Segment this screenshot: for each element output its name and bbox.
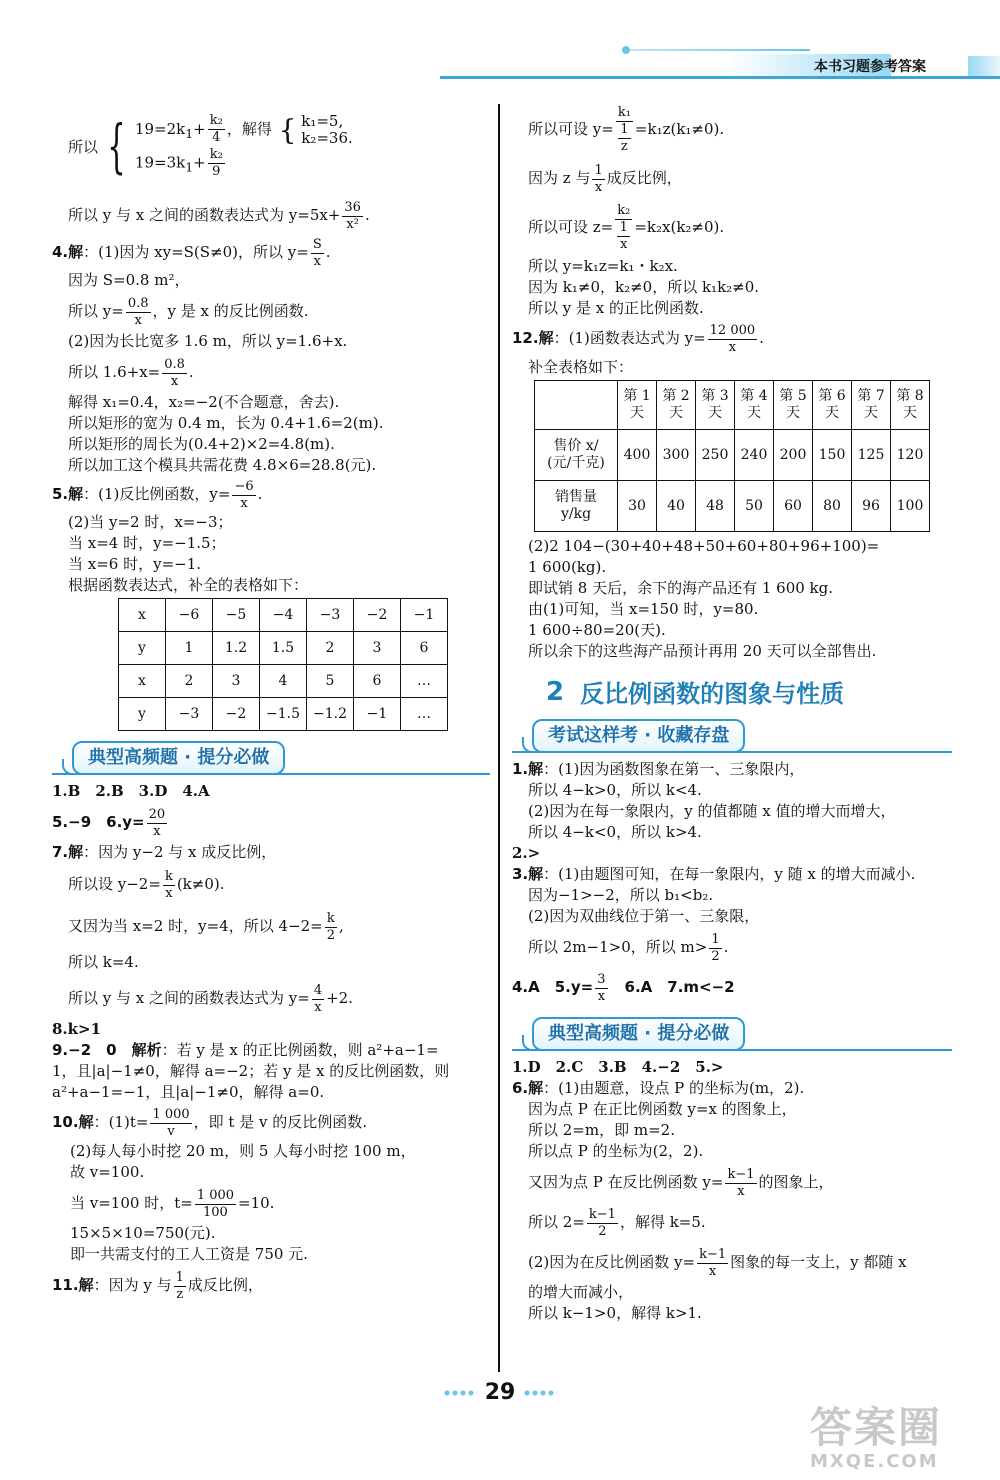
question-10	[52, 1103, 490, 1141]
numerator: 0.8	[164, 356, 185, 372]
table-cell: 96	[852, 481, 891, 532]
fraction	[312, 983, 324, 1016]
answer-line: 所以 4−k<0，所以 k>4.	[528, 823, 702, 841]
text: 5.−9 6.y=	[52, 813, 145, 831]
answer-line: 所以加工这个模具共需花费 4.8×6=28.8(元).	[68, 456, 377, 474]
answer-line	[512, 967, 952, 1007]
banner-rule	[512, 751, 952, 753]
answer-line	[512, 1242, 952, 1282]
table-cell: 48	[696, 481, 735, 532]
denominator: x	[134, 312, 142, 328]
question-label: 11.解	[52, 1276, 94, 1294]
numerator: 0.8	[127, 295, 149, 311]
answer-line: 又因为当 x=2 时，y=4，所以 4−2= $\frac{k}{2}$ ,	[68, 910, 344, 943]
text: 的图象上，	[758, 1173, 834, 1191]
table-cell: −3	[166, 698, 213, 731]
column-divider	[498, 104, 500, 1372]
denominator: z	[620, 139, 628, 154]
table-cell: 3	[354, 632, 401, 665]
answer-line	[512, 158, 952, 198]
denominator: x	[620, 237, 628, 252]
question-label: 10.解	[52, 1113, 94, 1131]
table-cell: −1.2	[307, 698, 354, 731]
fraction	[725, 1167, 756, 1200]
fraction	[126, 296, 151, 329]
fraction	[174, 1270, 186, 1303]
answer-line: 所以 4−k>0，所以 k<4.	[528, 781, 702, 799]
table-cell: 第 8 天	[891, 381, 930, 430]
text: ：(1)反比例函数，y=	[83, 485, 231, 503]
table-cell: 120	[891, 430, 930, 481]
table-row	[119, 665, 448, 698]
table-cell: 80	[813, 481, 852, 532]
numerator: k₂	[209, 146, 223, 162]
text: 当 v=100 时，t=	[70, 1194, 193, 1212]
watermark-text: 答案圈	[810, 1403, 943, 1452]
answer-line: (2)当 y=2 时，x=−3；	[68, 513, 233, 531]
text: 因为 z 与	[528, 169, 591, 187]
header-decoration-bar	[630, 49, 810, 51]
denominator: x	[597, 988, 606, 1004]
text: 19=2k	[134, 119, 186, 138]
answer-line: 解得 x₁=0.4，x₂=−2(不合题意，舍去).	[68, 393, 340, 411]
text: 又因为点 P 在反比例函数 y=	[528, 1173, 724, 1191]
numerator: 1	[594, 162, 603, 178]
text: ，解得	[226, 119, 272, 138]
question-9	[52, 1040, 490, 1061]
text: 所以 y=	[68, 302, 124, 320]
text: =10.	[238, 1194, 275, 1212]
table-cell: 2	[307, 632, 354, 665]
inner-fraction	[616, 122, 633, 155]
text: ：(1)函数表达式为 y=	[553, 329, 706, 347]
table-row	[119, 698, 448, 731]
answer-line: 所以 1.6+x= $\frac{0.8}{x}$ .	[68, 356, 194, 389]
denominator: x	[313, 253, 321, 269]
text: =k₁z(k₁≠0).	[634, 120, 725, 138]
numerator: 1 000	[152, 1106, 190, 1122]
text: (2)因为在反比例函数 y=	[528, 1253, 696, 1271]
table-cell: 1.2	[213, 632, 260, 665]
page-dots-left	[443, 1390, 477, 1396]
numerator: k−1	[588, 1206, 616, 1222]
answer-line: (2)2 104−(30+40+48+50+60+80+96+100)=	[528, 537, 880, 555]
answer-line	[52, 802, 490, 842]
text: 所以 1.6+x=	[68, 363, 161, 381]
table-cell: 150	[813, 430, 852, 481]
equations: $19=2k_1+$ $\frac{\text{k₂}}{4}$ ，解得 { k₁=5, k₂=36. $19=3k_1+$ $\frac{\text{k₂}}{9}$	[134, 111, 353, 179]
numerator: 12 000	[709, 322, 756, 338]
fraction	[208, 113, 225, 146]
denominator: x	[170, 373, 179, 389]
answer-line: 1.D 2.C 3.B 4.−2 5.>	[512, 1058, 724, 1076]
text: 所以	[68, 137, 99, 156]
header-title: 本书习题参考答案	[814, 59, 926, 75]
table-cell: y	[119, 632, 166, 665]
table-cell: −2	[354, 599, 401, 632]
section-number: 2	[546, 676, 565, 707]
banner-rule	[52, 773, 490, 775]
denominator: 2	[598, 1223, 607, 1239]
table-cell: 40	[657, 481, 696, 532]
table-cell: −5	[213, 599, 260, 632]
table-cell: 第 1 天	[618, 381, 657, 430]
banner-title: 考试这样考 · 收藏存盘	[532, 719, 745, 753]
header-end-block	[968, 56, 1000, 76]
text: 又因为当 x=2 时，y=4，所以 4−2=	[68, 917, 323, 935]
denominator: 2	[711, 948, 720, 964]
text: ：(1)因为函数图象在第一、三象限内，	[543, 760, 805, 778]
numerator: k	[325, 911, 337, 928]
table-cell: x	[119, 599, 166, 632]
answer-line: 所以矩形的宽为 0.4 m，长为 0.4+1.6=2(m).	[68, 414, 384, 432]
denominator: 2	[326, 927, 335, 943]
fraction	[587, 1207, 618, 1240]
watermark-url: MXQE.COM	[810, 1451, 939, 1472]
table-cell: 第 5 天	[774, 381, 813, 430]
answer-line: 当 x=4 时，y=−1.5；	[68, 534, 226, 552]
numerator: 1	[618, 122, 631, 139]
page-number: 29	[484, 1380, 516, 1405]
table-cell: −1	[354, 698, 401, 731]
text: 19=3k	[134, 153, 186, 171]
fraction	[616, 105, 633, 155]
text: ：(1)由题意，设点 P 的坐标为(m，2).	[543, 1079, 805, 1097]
table-cell: 销售量 y/kg	[535, 481, 618, 532]
text: ，即 t 是 v 的反比例函数.	[193, 1113, 367, 1131]
answer-line	[52, 291, 490, 331]
fraction	[709, 932, 721, 965]
question-7	[52, 842, 490, 863]
numerator: 36	[344, 199, 361, 215]
text: (k≠0).	[176, 875, 225, 893]
denominator: x	[153, 823, 161, 839]
fraction	[195, 1188, 236, 1221]
denominator: v	[167, 1123, 175, 1139]
watermark	[810, 1395, 942, 1472]
denominator: 9	[212, 163, 221, 179]
answer-line: 所以点 P 的坐标为(2，2).	[528, 1142, 704, 1160]
table-cell: 2	[166, 665, 213, 698]
text: +2.	[326, 989, 353, 1007]
denominator: 4	[212, 130, 221, 145]
text: 9.−2 0	[52, 1041, 132, 1059]
banner-title: 典型高频题 · 提分必做	[72, 741, 285, 775]
text: ：(1)t=	[93, 1113, 149, 1131]
text: ，y 是 x 的反比例函数.	[152, 302, 309, 320]
answer-line: 8.k>1	[52, 1020, 102, 1038]
numerator: k−1	[727, 1166, 755, 1182]
table-cell: −1	[401, 599, 448, 632]
sales-table	[534, 380, 930, 532]
text: 成反比例，	[606, 169, 682, 187]
answer-line: 当 x=6 时，y=−1.	[68, 555, 202, 573]
section-banner	[512, 1013, 952, 1053]
header-decoration-dot	[622, 46, 630, 54]
table-cell: 60	[774, 481, 813, 532]
fraction	[232, 479, 255, 512]
answer-line: 即一共需支付的工人工资是 750 元.	[70, 1245, 308, 1263]
fraction	[311, 237, 324, 270]
numerator: 1 000	[196, 1187, 235, 1203]
table-cell: 5	[307, 665, 354, 698]
text: =k₂x(k₂≠0).	[634, 218, 725, 236]
fraction	[162, 357, 187, 390]
answer-line: 的增大而减小，	[528, 1283, 634, 1301]
table-cell: 200	[774, 430, 813, 481]
numerator: −6	[234, 478, 254, 494]
answer-line: 由(1)可知，当 x=150 时，y=80.	[528, 600, 759, 618]
question-11	[52, 1265, 490, 1305]
denominator: x	[165, 885, 173, 901]
question-label: 12.解	[512, 329, 554, 347]
table-row	[119, 599, 448, 632]
answer-line: 因为−1>−2，所以 b₁<b₂.	[528, 886, 714, 904]
answer-line: 所以 y=k₁z=k₁・k₂x.	[528, 257, 678, 275]
question-label: 6.解	[512, 1079, 544, 1097]
table-cell: 4	[260, 665, 307, 698]
table-cell: 30	[618, 481, 657, 532]
answer-line: 所以 y 与 x 之间的函数表达式为 y=5x+ $\frac{36}{\text{x²}}$ .	[68, 199, 370, 232]
text: ：若 y 是 x 的正比例函数，则 a²+a−1=	[161, 1041, 439, 1059]
fraction	[208, 147, 225, 180]
table-cell: 售价 x/ (元/千克)	[535, 430, 618, 481]
text: +	[193, 119, 206, 138]
numerator: 3	[597, 971, 606, 987]
answer-line: 1 600÷80=20(天).	[528, 621, 666, 639]
numerator: 1	[175, 1269, 184, 1285]
answer-line: (2)每人每小时挖 20 m，则 5 人每小时挖 100 m，	[70, 1142, 416, 1160]
fraction	[595, 972, 607, 1005]
header-rule	[440, 76, 1000, 79]
text: ：因为 y−2 与 x 成反比例，	[83, 843, 277, 861]
xy-table	[118, 598, 448, 731]
table-cell: −6	[166, 599, 213, 632]
text: 成反比例，	[187, 1276, 263, 1294]
answer-6	[512, 1078, 952, 1099]
question-label: 5.解	[52, 485, 84, 503]
answer-line: (2)因为在每一象限内，y 的值都随 x 值的增大而增大，	[528, 802, 896, 820]
numerator: S	[312, 236, 322, 252]
answer-line: 即试销 8 天后，余下的海产品还有 1 600 kg.	[528, 579, 834, 597]
text: +	[193, 153, 206, 171]
answer-3	[512, 864, 952, 885]
table-cell: x	[119, 665, 166, 698]
fraction	[325, 911, 337, 944]
table-cell: y	[119, 698, 166, 731]
answer-line: 所以 k=4.	[68, 953, 139, 971]
table-cell: 1.5	[260, 632, 307, 665]
answer-line: 所以 2=m，即 m=2.	[528, 1121, 675, 1139]
numerator: k	[164, 868, 173, 884]
text: 所以 y 与 x 之间的函数表达式为 y=	[68, 989, 310, 1007]
answer-line	[512, 198, 952, 256]
numerator: k₂	[617, 203, 631, 218]
system-of-equations	[52, 100, 490, 192]
question-12: 12.解：(1)函数表达式为 y= $\frac{12 000}{x}$ .	[512, 322, 764, 355]
denominator: x	[737, 1183, 745, 1199]
answer-line	[512, 100, 952, 158]
table-cell: 125	[852, 430, 891, 481]
numerator: k−1	[699, 1246, 727, 1262]
table-cell: 300	[657, 430, 696, 481]
left-column	[52, 100, 490, 1305]
text: ：(1)由题图可知，在每一象限内，y 随 x 的增大而减小.	[543, 865, 916, 883]
table-cell	[535, 381, 618, 430]
answer-line: (2)因为长比宽多 1.6 m，所以 y=1.6+x.	[68, 332, 348, 350]
answer-line	[52, 977, 490, 1019]
text: 4.A 5.y=	[512, 978, 594, 996]
answer-line: 所以矩形的周长为(0.4+2)×2=4.8(m).	[68, 435, 335, 453]
table-cell: 第 6 天	[813, 381, 852, 430]
text: 所以 y 与 x 之间的函数表达式为 y=5x+	[68, 206, 341, 224]
question-5: 5.解：(1)反比例函数，y= $\frac{-6}{x}$ .	[52, 478, 263, 511]
table-row	[535, 430, 930, 481]
denominator: z	[176, 1286, 184, 1302]
answer-line: 1 600(kg).	[528, 558, 607, 576]
table-cell: 第 7 天	[852, 381, 891, 430]
answer-line: 1，且|a|−1≠0，解得 a=−2；若 y 是 x 的反比例函数，则	[52, 1062, 450, 1080]
fraction	[147, 807, 168, 840]
answer-1	[512, 759, 952, 780]
numerator: 1	[711, 931, 720, 947]
denominator: x	[728, 339, 737, 355]
table-cell: 第 4 天	[735, 381, 774, 430]
table-cell: −3	[307, 599, 354, 632]
answer-line: 故 v=100.	[70, 1163, 145, 1181]
banner-title: 典型高频题 · 提分必做	[532, 1017, 745, 1051]
answer-line: 所以 2m−1>0，所以 m> $\frac{1}{2}$ .	[528, 931, 729, 964]
text: 所以 2m−1>0，所以 m>	[528, 938, 708, 956]
right-column	[512, 100, 952, 1324]
text: 6.A 7.m<−2	[609, 978, 735, 996]
fraction	[708, 323, 758, 356]
question-4: 4.解：(1)因为 xy=S(S≠0)，所以 y= $\frac{S}{x}$ .	[52, 236, 331, 269]
text: 图象的每一支上，y 都随 x	[730, 1253, 907, 1271]
text: 所以设 y−2=	[68, 875, 161, 893]
answer-line: 补全表格如下：	[528, 358, 634, 376]
table-cell: 250	[696, 430, 735, 481]
table-cell: −2	[213, 698, 260, 731]
answer-line: 因为点 P 在正比例函数 y=x 的图象上，	[528, 1100, 797, 1118]
table-cell: 100	[891, 481, 930, 532]
answer-line	[52, 1183, 490, 1223]
banner-rule	[512, 1049, 952, 1051]
answer-line: 2.>	[512, 844, 541, 862]
table-cell: …	[401, 698, 448, 731]
answer-line: 因为 k₁≠0，k₂≠0，所以 k₁k₂≠0.	[528, 278, 760, 296]
brace-symbol: {	[107, 112, 126, 180]
fraction	[163, 869, 175, 902]
answer-line	[512, 1162, 952, 1202]
fraction	[615, 203, 632, 253]
table-row	[535, 481, 930, 532]
question-label: 1.解	[512, 760, 544, 778]
inner-fraction	[615, 220, 632, 253]
fraction	[592, 163, 604, 196]
table-cell: 6	[354, 665, 401, 698]
table-cell: 6	[401, 632, 448, 665]
answer-line: 所以 y 是 x 的正比例函数.	[528, 299, 704, 317]
text: ，解得 k=5.	[619, 1213, 706, 1231]
text: ：(1)因为 xy=S(S≠0)，所以 y=	[83, 243, 309, 261]
table-cell: −1.5	[260, 698, 307, 731]
numerator: 20	[148, 806, 166, 822]
section-banner	[52, 737, 490, 777]
table-cell: 第 2 天	[657, 381, 696, 430]
text: ：因为 y 与	[93, 1276, 172, 1294]
answer-line: 所以余下的这些海产品预计再用 20 天可以全部售出.	[528, 642, 877, 660]
answer-line: a²+a−1=−1，且|a|−1≠0，解得 a=0.	[52, 1083, 325, 1101]
question-label: 解析	[131, 1041, 162, 1059]
question-label: 3.解	[512, 865, 544, 883]
denominator: x	[594, 179, 603, 195]
table-cell: 第 3 天	[696, 381, 735, 430]
result-1: k₁=5,	[301, 111, 344, 130]
numerator: k₁	[617, 105, 631, 120]
answer-line: (2)因为双曲线位于第一、三象限，	[528, 907, 760, 925]
denominator: x	[708, 1263, 717, 1279]
answer-line	[52, 863, 490, 905]
table-cell: 240	[735, 430, 774, 481]
table-cell: 400	[618, 430, 657, 481]
table-cell: −4	[260, 599, 307, 632]
answer-line: 所以 k−1>0，解得 k>1.	[528, 1304, 702, 1322]
answer-line: 1.B 2.B 3.D 4.A	[52, 782, 210, 800]
denominator: x	[240, 495, 248, 511]
fraction	[697, 1247, 728, 1280]
table-row	[535, 381, 930, 430]
answer-line	[512, 1202, 952, 1242]
answer-line: 根据函数表达式，补全的表格如下：	[68, 576, 309, 594]
numerator: 4	[313, 982, 323, 998]
result-2: k₂=36.	[301, 128, 353, 147]
text: 所以 2=	[528, 1213, 585, 1231]
answer-line: 15×5×10=750(元).	[70, 1224, 216, 1242]
section-banner	[512, 715, 952, 755]
table-cell: 1	[166, 632, 213, 665]
table-cell: 50	[735, 481, 774, 532]
text: 所以可设 y=	[528, 120, 614, 138]
fraction	[150, 1107, 191, 1140]
text: 所以可设 z=	[528, 218, 614, 236]
section-title: 反比例函数的图象与性质	[580, 680, 845, 708]
question-label: 7.解	[52, 843, 84, 861]
denominator: x	[314, 999, 322, 1015]
table-cell: …	[401, 665, 448, 698]
numerator: 1	[617, 220, 630, 237]
denominator: x²	[346, 216, 359, 232]
question-label: 4.解	[52, 243, 84, 261]
table-row	[119, 632, 448, 665]
table-cell: 3	[213, 665, 260, 698]
denominator: 100	[203, 1204, 228, 1220]
numerator: k₂	[209, 113, 223, 128]
answer-line: 因为 S=0.8 m²，	[68, 271, 190, 289]
fraction	[342, 200, 363, 233]
page-dots-right	[523, 1390, 557, 1396]
section-heading	[512, 674, 952, 709]
